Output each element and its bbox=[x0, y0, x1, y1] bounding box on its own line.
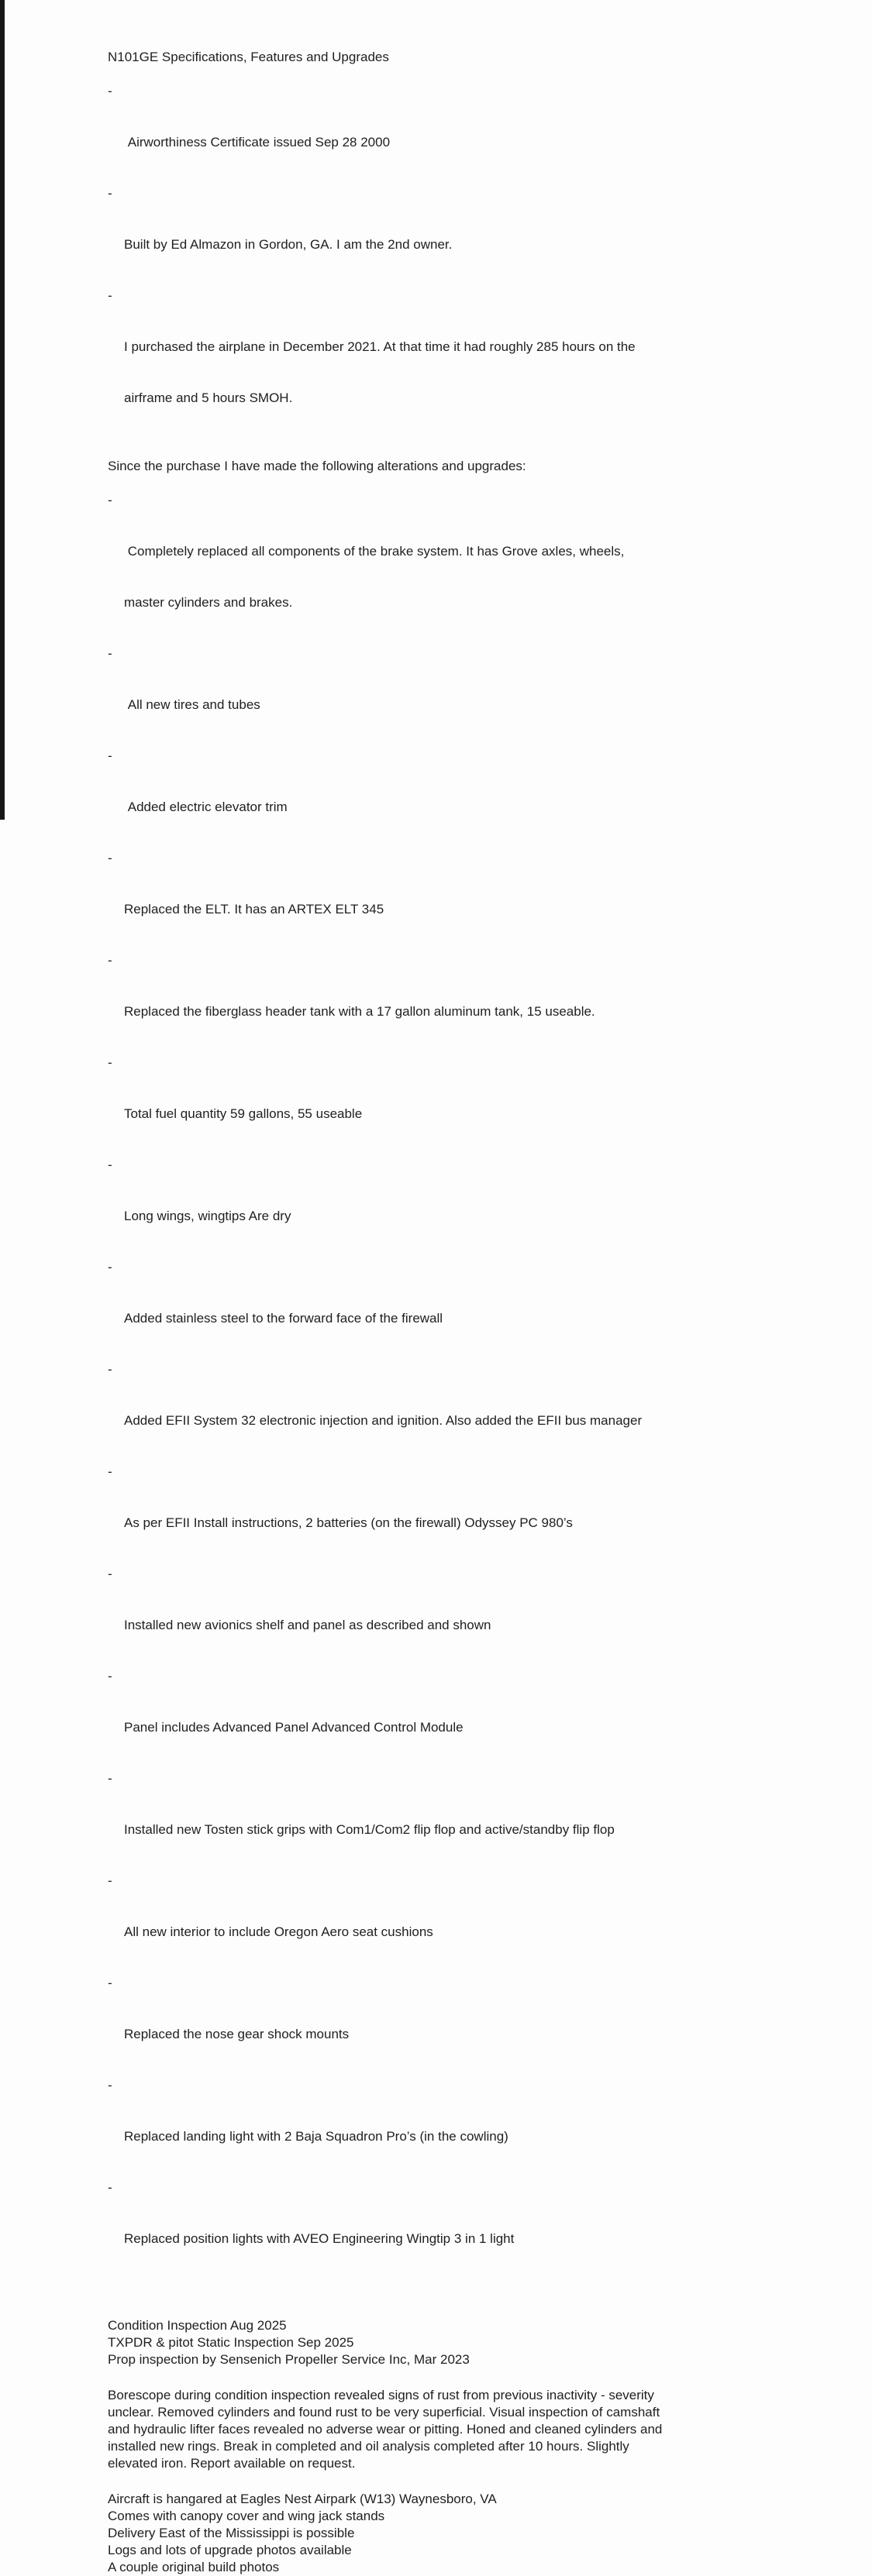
closing-block bbox=[108, 2491, 784, 2576]
list-item-text: Added stainless steel to the forward face of the firewall bbox=[124, 1311, 443, 1326]
bullet-dash: - bbox=[108, 1362, 112, 1377]
list-item bbox=[108, 287, 784, 441]
document-title: N101GE Specifications, Features and Upgrades bbox=[108, 50, 389, 64]
list-item bbox=[108, 748, 784, 850]
paragraph-line: installed new rings. Break in completed and oil analysis completed after 10 hours. Slightly bbox=[108, 2439, 629, 2454]
intro-bullet-list bbox=[108, 83, 784, 441]
list-item-text: All new interior to include Oregon Aero seat cushions bbox=[124, 1924, 433, 1939]
list-item bbox=[108, 952, 784, 1054]
bullet-dash: - bbox=[108, 1976, 112, 1990]
bullet-dash: - bbox=[108, 646, 112, 661]
list-item-text: All new tires and tubes bbox=[124, 697, 260, 712]
list-item-text: Replaced the fiberglass header tank with a 17 gallon aluminum tank, 15 useable. bbox=[124, 1004, 595, 1019]
list-item bbox=[108, 1259, 784, 1361]
closing-line: Aircraft is hangared at Eagles Nest Airpark (W13) Waynesboro, VA bbox=[108, 2492, 497, 2506]
bullet-dash: - bbox=[108, 1771, 112, 1786]
list-item-text: Total fuel quantity 59 gallons, 55 useable bbox=[124, 1106, 363, 1121]
borescope-paragraph bbox=[108, 2387, 784, 2472]
bullet-dash: - bbox=[108, 288, 112, 303]
inspection-block bbox=[108, 2317, 784, 2368]
paragraph-line: Borescope during condition inspection revealed signs of rust from previous inactivity - severity bbox=[108, 2388, 654, 2402]
list-item-text: Replaced the ELT. It has an ARTEX ELT 345 bbox=[124, 902, 384, 917]
bullet-dash: - bbox=[108, 2180, 112, 2195]
closing-line: Logs and lots of upgrade photos available bbox=[108, 2543, 352, 2557]
bullet-dash: - bbox=[108, 1669, 112, 1684]
list-item-text: Panel includes Advanced Panel Advanced Control Module bbox=[124, 1720, 464, 1735]
list-item-text: Added EFII System 32 electronic injection and ignition. Also added the EFII bus manager bbox=[124, 1413, 643, 1428]
list-item-text: Replaced landing light with 2 Baja Squadron Pro’s (in the cowling) bbox=[124, 2129, 508, 2144]
closing-line: Delivery East of the Mississippi is possible bbox=[108, 2526, 355, 2540]
list-item bbox=[108, 1463, 784, 1566]
list-item bbox=[108, 1668, 784, 1770]
bullet-dash: - bbox=[108, 1873, 112, 1888]
inspection-line: Condition Inspection Aug 2025 bbox=[108, 2318, 287, 2333]
list-item-text: Added electric elevator trim bbox=[124, 800, 288, 814]
inspection-line: TXPDR & pitot Static Inspection Sep 2025 bbox=[108, 2335, 354, 2350]
document-page bbox=[108, 0, 784, 2576]
list-item-text: Airworthiness Certificate issued Sep 28 2000 bbox=[124, 135, 391, 150]
bullet-dash: - bbox=[108, 953, 112, 968]
inspection-line: Prop inspection by Sensenich Propeller Service Inc, Mar 2023 bbox=[108, 2352, 470, 2367]
list-item-text: I purchased the airplane in December 2021. At that time it had roughly 285 hours on the bbox=[124, 339, 636, 354]
list-item bbox=[108, 1361, 784, 1463]
list-item bbox=[108, 1873, 784, 1975]
paragraph-line: unclear. Removed cylinders and found rust to be very superficial. Visual inspection of camshaft bbox=[108, 2405, 660, 2420]
list-item-text: As per EFII Install instructions, 2 batteries (on the firewall) Odyssey PC 980’s bbox=[124, 1515, 573, 1530]
list-item-text: airframe and 5 hours SMOH. bbox=[124, 390, 293, 405]
list-item bbox=[108, 645, 784, 748]
list-item bbox=[108, 1770, 784, 1873]
bullet-dash: - bbox=[108, 1464, 112, 1479]
list-item bbox=[108, 1975, 784, 2077]
list-item bbox=[108, 850, 784, 952]
bullet-dash: - bbox=[108, 851, 112, 865]
bullet-dash: - bbox=[108, 1157, 112, 1172]
bullet-dash: - bbox=[108, 2078, 112, 2093]
list-item bbox=[108, 1157, 784, 1259]
bullet-dash: - bbox=[108, 1055, 112, 1070]
closing-line: Comes with canopy cover and wing jack stands bbox=[108, 2509, 385, 2523]
bullet-dash: - bbox=[108, 1567, 112, 1581]
list-item-text: Built by Ed Almazon in Gordon, GA. I am the 2nd owner. bbox=[124, 237, 453, 252]
list-item-text: master cylinders and brakes. bbox=[124, 595, 293, 610]
list-item bbox=[108, 83, 784, 185]
left-edge-bar bbox=[0, 0, 5, 820]
bullet-dash: - bbox=[108, 84, 112, 98]
list-item bbox=[108, 1566, 784, 1668]
paragraph-line: elevated iron. Report available on request. bbox=[108, 2456, 356, 2471]
upgrades-bullet-list bbox=[108, 492, 784, 2282]
closing-line: A couple original build photos bbox=[108, 2560, 280, 2574]
bullet-dash: - bbox=[108, 186, 112, 201]
list-item bbox=[108, 492, 784, 645]
list-item-text: Replaced position lights with AVEO Engineering Wingtip 3 in 1 light bbox=[124, 2231, 515, 2246]
bullet-dash: - bbox=[108, 748, 112, 763]
list-item bbox=[108, 2077, 784, 2179]
list-item bbox=[108, 185, 784, 287]
list-item bbox=[108, 2179, 784, 2282]
list-item-text: Long wings, wingtips Are dry bbox=[124, 1209, 291, 1223]
list-item-text: Installed new avionics shelf and panel as described and shown bbox=[124, 1618, 491, 1632]
list-item bbox=[108, 1054, 784, 1157]
bullet-dash: - bbox=[108, 493, 112, 507]
since-purchase-line: Since the purchase I have made the following alterations and upgrades: bbox=[108, 459, 526, 473]
list-item-text: Installed new Tosten stick grips with Com1/Com2 flip flop and active/standby flip flop bbox=[124, 1822, 615, 1837]
bullet-dash: - bbox=[108, 1260, 112, 1274]
list-item-text: Replaced the nose gear shock mounts bbox=[124, 2027, 350, 2041]
paragraph-line: and hydraulic lifter faces revealed no adverse wear or pitting. Honed and cleaned cylinders and bbox=[108, 2422, 663, 2437]
list-item-text: Completely replaced all components of the brake system. It has Grove axles, wheels, bbox=[124, 544, 625, 559]
